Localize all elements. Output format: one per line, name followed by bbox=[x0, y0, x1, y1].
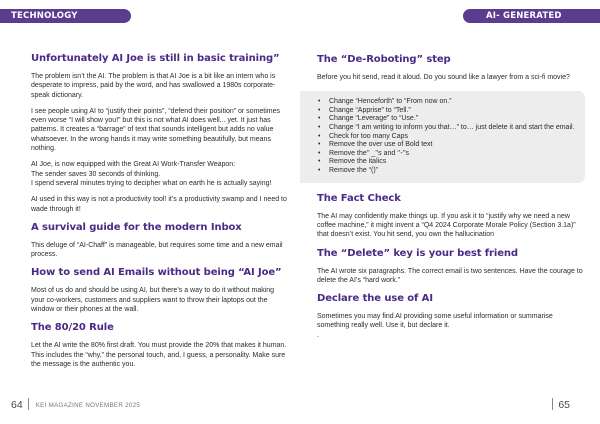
page-number: 65 bbox=[558, 399, 570, 411]
heading-send-ai-emails: How to send AI Emails without being “AI Joe” bbox=[31, 267, 282, 279]
checklist-item: • Remove the italics bbox=[329, 158, 575, 167]
checklist-item: • Change “Apprise” to “Tell.” bbox=[329, 107, 575, 116]
paragraph: . bbox=[317, 331, 319, 339]
checklist-item: • Check for too many Caps bbox=[329, 133, 575, 142]
magazine-issue: KEI MAGAZINE NOVEMBER 2025 bbox=[35, 402, 141, 409]
paragraph: The AI may confidently make things up. If you ask it to “justify why we need a new coffee machine,” it might invent a “Q4 2024 Corporate Morale Policy (Section 3.1a)” that doesn’t exist. You hit send, you own the hallucination bbox=[317, 212, 576, 239]
checklist-item: • Change “Leverage” to “Use.” bbox=[329, 115, 575, 124]
right-folio bbox=[547, 395, 570, 413]
checklist-item: • Remove the’’ _’’s and ‘’-’’s bbox=[329, 150, 575, 159]
left-folio bbox=[11, 395, 140, 413]
page-number: 64 bbox=[11, 399, 23, 411]
heading-declare-ai: Declare the use of AI bbox=[317, 293, 433, 305]
de-roboting-checklist bbox=[300, 91, 585, 182]
paragraph: The AI wrote six paragraphs. The correct email is two sentences. Have the courage to delete the AI’s “hard work.” bbox=[317, 267, 583, 284]
right-column bbox=[317, 53, 585, 347]
paragraph: Sometimes you may find AI providing some useful information or summarise something really well. Use it, but declare it. bbox=[317, 313, 553, 330]
folio-divider bbox=[552, 398, 553, 410]
paragraph: This deluge of “AI-Chaff” is manageable, but requires some time and a new email process. bbox=[31, 241, 283, 259]
paragraph: AI used in this way is not a productivity tool! it’s a productivity swamp and I need to wade through it! bbox=[31, 196, 287, 213]
heading-80-20-rule: The 80/20 Rule bbox=[31, 322, 114, 334]
checklist-item: • Change “I am writing to inform you that…” to… just delete it and start the email. bbox=[329, 124, 575, 133]
folio-divider bbox=[28, 398, 29, 410]
paragraph: The sender saves 30 seconds of thinking. bbox=[31, 170, 161, 178]
heading-basic-training: Unfortunately AI Joe is still in basic training” bbox=[31, 53, 280, 64]
heading-delete-key: The “Delete” key is your best friend bbox=[317, 247, 518, 259]
checklist-item: • Remove the over use of Bold text bbox=[329, 141, 575, 150]
paragraph: Let the AI write the 80% first draft. You must provide the 20% that makes it human. This includes the “why,” the personal touch, and, I guess, a personality. Make sure the message is the authentic you. bbox=[31, 342, 287, 368]
checklist-item: • Change “Henceforth” to “From now on.” bbox=[329, 98, 575, 107]
right-page bbox=[300, 0, 600, 424]
heading-de-roboting: The “De-Roboting” step bbox=[317, 54, 451, 65]
section-tab-technology: TECHNOLOGY bbox=[0, 9, 131, 23]
heading-fact-check: The Fact Check bbox=[317, 192, 401, 204]
paragraph: Before you hit send, read it aloud. Do you sound like a lawyer from a sci-fi movie? bbox=[317, 74, 570, 81]
right-column-lower bbox=[317, 192, 585, 340]
section-tab-ai-emails: AI- GENERATED EMAILS bbox=[463, 9, 600, 23]
paragraph: I spend several minutes trying to decipher what on earth he is actually saying! bbox=[31, 179, 272, 187]
paragraph: I see people using AI to “justify their points”, “defend their position” or sometimes even worse “I will show you!” but this is not what AI does well... yet. It just has patterns. It creates a “barrage” of text that sounds intelligent but adds no value whatsoever. In the wrong hands it may write something beautifully, but means nothing. bbox=[31, 107, 281, 153]
left-column bbox=[31, 52, 287, 376]
paragraph: Most of us do and should be using AI, but there’s a way to do it without making your co-workers, customers and suppliers want to throw their laptops out the window or their phones at the wall. bbox=[31, 287, 275, 314]
heading-survival-guide: A survival guide for the modern Inbox bbox=[31, 221, 242, 233]
paragraph: The problem isn’t the AI. The problem is that AI Joe is a bit like an intern who is desperate to impress, paid by the word, and has swallowed a 1980s corporate-speak dictionary. bbox=[31, 73, 276, 99]
paragraph: AI Joe, is now equipped with the Great AI Work-Transfer Weapon: bbox=[31, 161, 236, 169]
checklist-item: • Remove the “()” bbox=[329, 167, 575, 176]
